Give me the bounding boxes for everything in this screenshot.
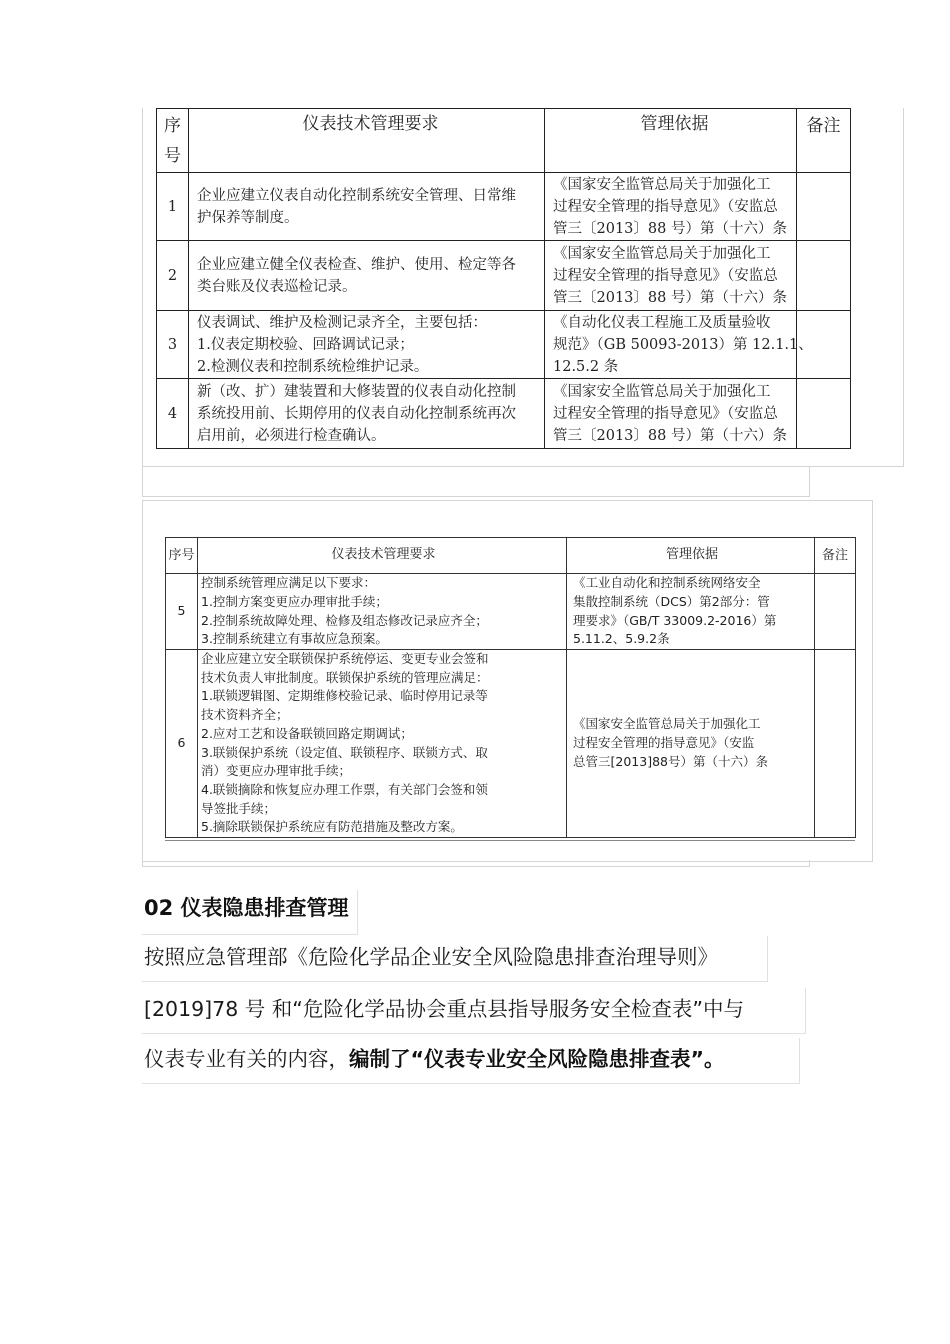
- requirement-cell: 企业应建立仪表自动化控制系统安全管理、日常维 护保养等制度。: [189, 173, 545, 241]
- note-cell: [797, 379, 851, 449]
- instrument-requirements-table-1: [156, 108, 851, 449]
- table-row: [157, 241, 851, 311]
- note-cell: [815, 574, 856, 650]
- header-basis: 管理依据: [567, 538, 815, 574]
- table-row: [157, 311, 851, 379]
- header-requirement: 仪表技术管理要求: [189, 109, 545, 173]
- basis-cell: 《国家安全监管总局关于加强化工 过程安全管理的指导意见》（安监总 管三〔2013〕88 号）第（十六）条: [545, 173, 797, 241]
- table-row: [157, 173, 851, 241]
- basis-cell: 《工业自动化和控制系统网络安全 集散控制系统（DCS）第2部分：管 理要求》（GB/T 33009.2-2016）第 5.11.2、5.9.2条: [567, 574, 815, 650]
- table-header-row: [166, 538, 856, 574]
- row-number: 6: [166, 650, 198, 838]
- basis-cell: 《国家安全监管总局关于加强化工 过程安全管理的指导意见》（安监 总管三[2013]88号）第（十六）条: [567, 650, 815, 838]
- row-number: 2: [157, 241, 189, 311]
- table-row: [166, 650, 856, 838]
- basis-cell: 《自动化仪表工程施工及质量验收 规范》（GB 50093-2013）第 12.1.1、 12.5.2 条: [545, 311, 797, 379]
- table-header-row: [157, 109, 851, 173]
- header-note: 备注: [815, 538, 856, 574]
- requirement-cell: 新（改、扩）建装置和大修装置的仪表自动化控制 系统投用前、长期停用的仪表自动化控制系统再次 启用前，必须进行检查确认。: [189, 379, 545, 449]
- instrument-requirements-table-2: [165, 537, 856, 838]
- header-serial-number: 序号: [157, 109, 189, 173]
- basis-cell: 《国家安全监管总局关于加强化工 过程安全管理的指导意见》（安监总 管三〔2013〕88 号）第（十六）条: [545, 241, 797, 311]
- row-number: 3: [157, 311, 189, 379]
- paragraph-bold-text: 编制了“仪表专业安全风险隐患排查表”。: [349, 1047, 725, 1071]
- requirement-cell: 企业应建立安全联锁保护系统停运、变更专业会签和 技术负责人审批制度。联锁保护系统的管理应满足： 1.联锁逻辑图、定期维修校验记录、临时停用记录等 技术资料齐全； 2.应对工艺和设备联锁回路定期调试； 3.联锁保护系统（设定值、联锁程序、联锁方式、取 消）变更应办理审批手续； 4.联锁摘除和恢复应办理工作票，有关部门会签和领 导签批手续； 5.摘除联锁保护系统应有防范措施及整改方案。: [198, 650, 567, 838]
- image-1-bottom-strip: [142, 466, 810, 497]
- note-cell: [797, 241, 851, 311]
- table-image-1: [142, 108, 904, 467]
- image-2-bottom-strip: [142, 860, 810, 867]
- table-image-2: [142, 500, 873, 862]
- paragraph-line-1: 按照应急管理部《危险化学品企业安全风险隐患排查治理导则》: [142, 936, 768, 982]
- section-heading: 02 仪表隐患排查管理: [142, 890, 358, 935]
- paragraph-line-2: [2019]78 号 和“危险化学品协会重点县指导服务安全检查表”中与: [142, 988, 806, 1034]
- paragraph-line-3: [142, 1038, 800, 1084]
- header-requirement: 仪表技术管理要求: [198, 538, 567, 574]
- row-number: 4: [157, 379, 189, 449]
- table-row: [157, 379, 851, 449]
- table-2-bottom-rule: [165, 840, 855, 841]
- paragraph-plain-text: 仪表专业有关的内容，: [144, 1047, 349, 1071]
- header-basis: 管理依据: [545, 109, 797, 173]
- row-number: 1: [157, 173, 189, 241]
- requirement-cell: 企业应建立健全仪表检查、维护、使用、检定等各 类台账及仪表巡检记录。: [189, 241, 545, 311]
- table-row: [166, 574, 856, 650]
- note-cell: [815, 650, 856, 838]
- requirement-cell: 控制系统管理应满足以下要求： 1.控制方案变更应办理审批手续； 2.控制系统故障处理、检修及组态修改记录应齐全； 3.控制系统建立有事故应急预案。: [198, 574, 567, 650]
- row-number: 5: [166, 574, 198, 650]
- basis-cell: 《国家安全监管总局关于加强化工 过程安全管理的指导意见》（安监总 管三〔2013〕88 号）第（十六）条: [545, 379, 797, 449]
- requirement-cell: 仪表调试、维护及检测记录齐全，主要包括： 1.仪表定期校验、回路调试记录； 2.检测仪表和控制系统检维护记录。: [189, 311, 545, 379]
- header-note: 备注: [797, 109, 851, 173]
- note-cell: [797, 173, 851, 241]
- header-serial-number: 序号: [166, 538, 198, 574]
